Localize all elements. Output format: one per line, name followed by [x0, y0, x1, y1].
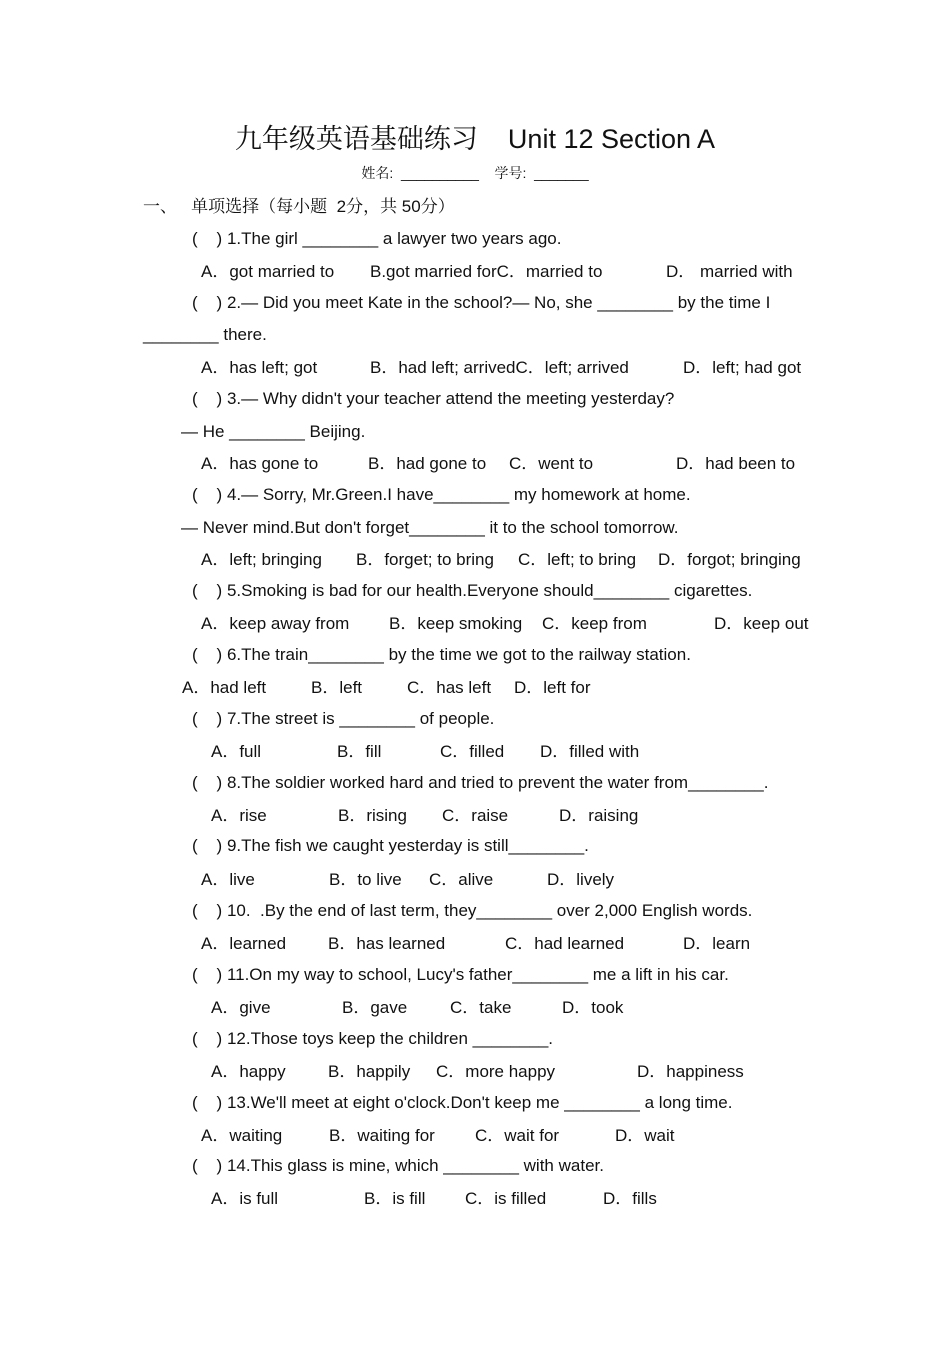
- question-5: ( ) 5.Smoking is bad for our health.Everyone should________ cigarettes.: [192, 581, 753, 600]
- q14-option-b: B．is fill: [364, 1189, 426, 1208]
- q8-option-a: A．rise: [211, 806, 267, 825]
- q5-option-b: B．keep smoking: [389, 614, 523, 633]
- q11-option-a: A．give: [211, 998, 271, 1017]
- q4-option-b: B．forget; to bring: [356, 550, 494, 569]
- q10-option-b: B．has learned: [328, 934, 446, 953]
- question-2: ( ) 2.— Did you meet Kate in the school?— No, she ________ by the time I: [192, 293, 771, 312]
- q2-option-a: A．has left; got: [201, 358, 318, 377]
- q3-option-d: D．had been to: [676, 454, 796, 473]
- q7-option-a: A．full: [211, 742, 262, 761]
- q3-option-a: A．has gone to: [201, 454, 319, 473]
- q6-option-b: B．left: [311, 678, 363, 697]
- q8-option-b: B．rising: [338, 806, 407, 825]
- q3-option-c: C．went to: [509, 454, 594, 473]
- section-heading: 一、 单项选择（每小题 2分，共 50分）: [143, 197, 455, 216]
- q11-option-b: B．gave: [342, 998, 408, 1017]
- q4-option-c: C．left; to bring: [518, 550, 637, 569]
- question-1: ( ) 1.The girl ________ a lawyer two years ago.: [192, 229, 562, 248]
- q6-option-c: C．has left: [407, 678, 492, 697]
- q9-option-a: A．live: [201, 870, 255, 889]
- q13-option-b: B．waiting for: [329, 1126, 435, 1145]
- q13-option-d: D．wait: [615, 1126, 675, 1145]
- question-9: ( ) 9.The fish we caught yesterday is still________.: [192, 836, 589, 855]
- q5-option-a: A．keep away from: [201, 614, 350, 633]
- q6-option-d: D．left for: [514, 678, 591, 697]
- q9-option-c: C．alive: [429, 870, 494, 889]
- q6-option-a: A．had left: [182, 678, 267, 697]
- q13-option-c: C．wait for: [475, 1126, 560, 1145]
- question-3-cont: — He ________ Beijing.: [181, 422, 366, 441]
- question-3: ( ) 3.— Why didn't your teacher attend the meeting yesterday?: [192, 389, 675, 408]
- q10-option-d: D．learn: [683, 934, 751, 953]
- question-2-cont: ________ there.: [143, 325, 267, 344]
- q8-option-c: C．raise: [442, 806, 509, 825]
- question-13: ( ) 13.We'll meet at eight o'clock.Don't keep me ________ a long time.: [192, 1093, 733, 1112]
- q1-option-a: A．got married to: [201, 262, 335, 281]
- q10-option-c: C．had learned: [505, 934, 625, 953]
- question-4-cont: — Never mind.But don't forget________ it to the school tomorrow.: [181, 518, 679, 537]
- q8-option-d: D．raising: [559, 806, 639, 825]
- q7-option-d: D．filled with: [540, 742, 640, 761]
- q4-option-d: D．forgot; bringing: [658, 550, 801, 569]
- q1-option-d: D． married with: [666, 262, 793, 281]
- q2-option-bc: B．had left; arrivedC．left; arrived: [370, 358, 629, 377]
- q9-option-b: B．to live: [329, 870, 402, 889]
- q12-option-c: C．more happy: [436, 1062, 556, 1081]
- question-11: ( ) 11.On my way to school, Lucy's father________ me a lift in his car.: [192, 965, 729, 984]
- q14-option-d: D．fills: [603, 1189, 657, 1208]
- q9-option-d: D．lively: [547, 870, 615, 889]
- q12-option-b: B．happily: [328, 1062, 411, 1081]
- student-info-line: 姓名: __________ 学号: _______: [361, 165, 589, 181]
- q2-option-d: D．left; had got: [683, 358, 802, 377]
- question-10: ( ) 10. .By the end of last term, they________ over 2,000 English words.: [192, 901, 753, 920]
- question-6: ( ) 6.The train________ by the time we got to the railway station.: [192, 645, 691, 664]
- q3-option-b: B．had gone to: [368, 454, 487, 473]
- question-4: ( ) 4.— Sorry, Mr.Green.I have________ my homework at home.: [192, 485, 691, 504]
- q13-option-a: A．waiting: [201, 1126, 283, 1145]
- q12-option-a: A．happy: [211, 1062, 286, 1081]
- q5-option-d: D．keep out: [714, 614, 809, 633]
- q5-option-c: C．keep from: [542, 614, 647, 633]
- q7-option-c: C．filled: [440, 742, 505, 761]
- q11-option-d: D．took: [562, 998, 624, 1017]
- q14-option-a: A．is full: [211, 1189, 279, 1208]
- question-7: ( ) 7.The street is ________ of people.: [192, 709, 495, 728]
- q11-option-c: C．take: [450, 998, 512, 1017]
- page-title: 九年级英语基础练习 Unit 12 Section A: [234, 124, 716, 154]
- q12-option-d: D．happiness: [637, 1062, 744, 1081]
- q10-option-a: A．learned: [201, 934, 287, 953]
- question-12: ( ) 12.Those toys keep the children ________.: [192, 1029, 554, 1048]
- q4-option-a: A．left; bringing: [201, 550, 322, 569]
- question-8: ( ) 8.The soldier worked hard and tried to prevent the water from________.: [192, 773, 769, 792]
- q7-option-b: B．fill: [337, 742, 382, 761]
- q1-option-bc: B.got married forC．married to: [370, 262, 603, 281]
- q14-option-c: C．is filled: [465, 1189, 547, 1208]
- question-14: ( ) 14.This glass is mine, which ________ with water.: [192, 1156, 604, 1175]
